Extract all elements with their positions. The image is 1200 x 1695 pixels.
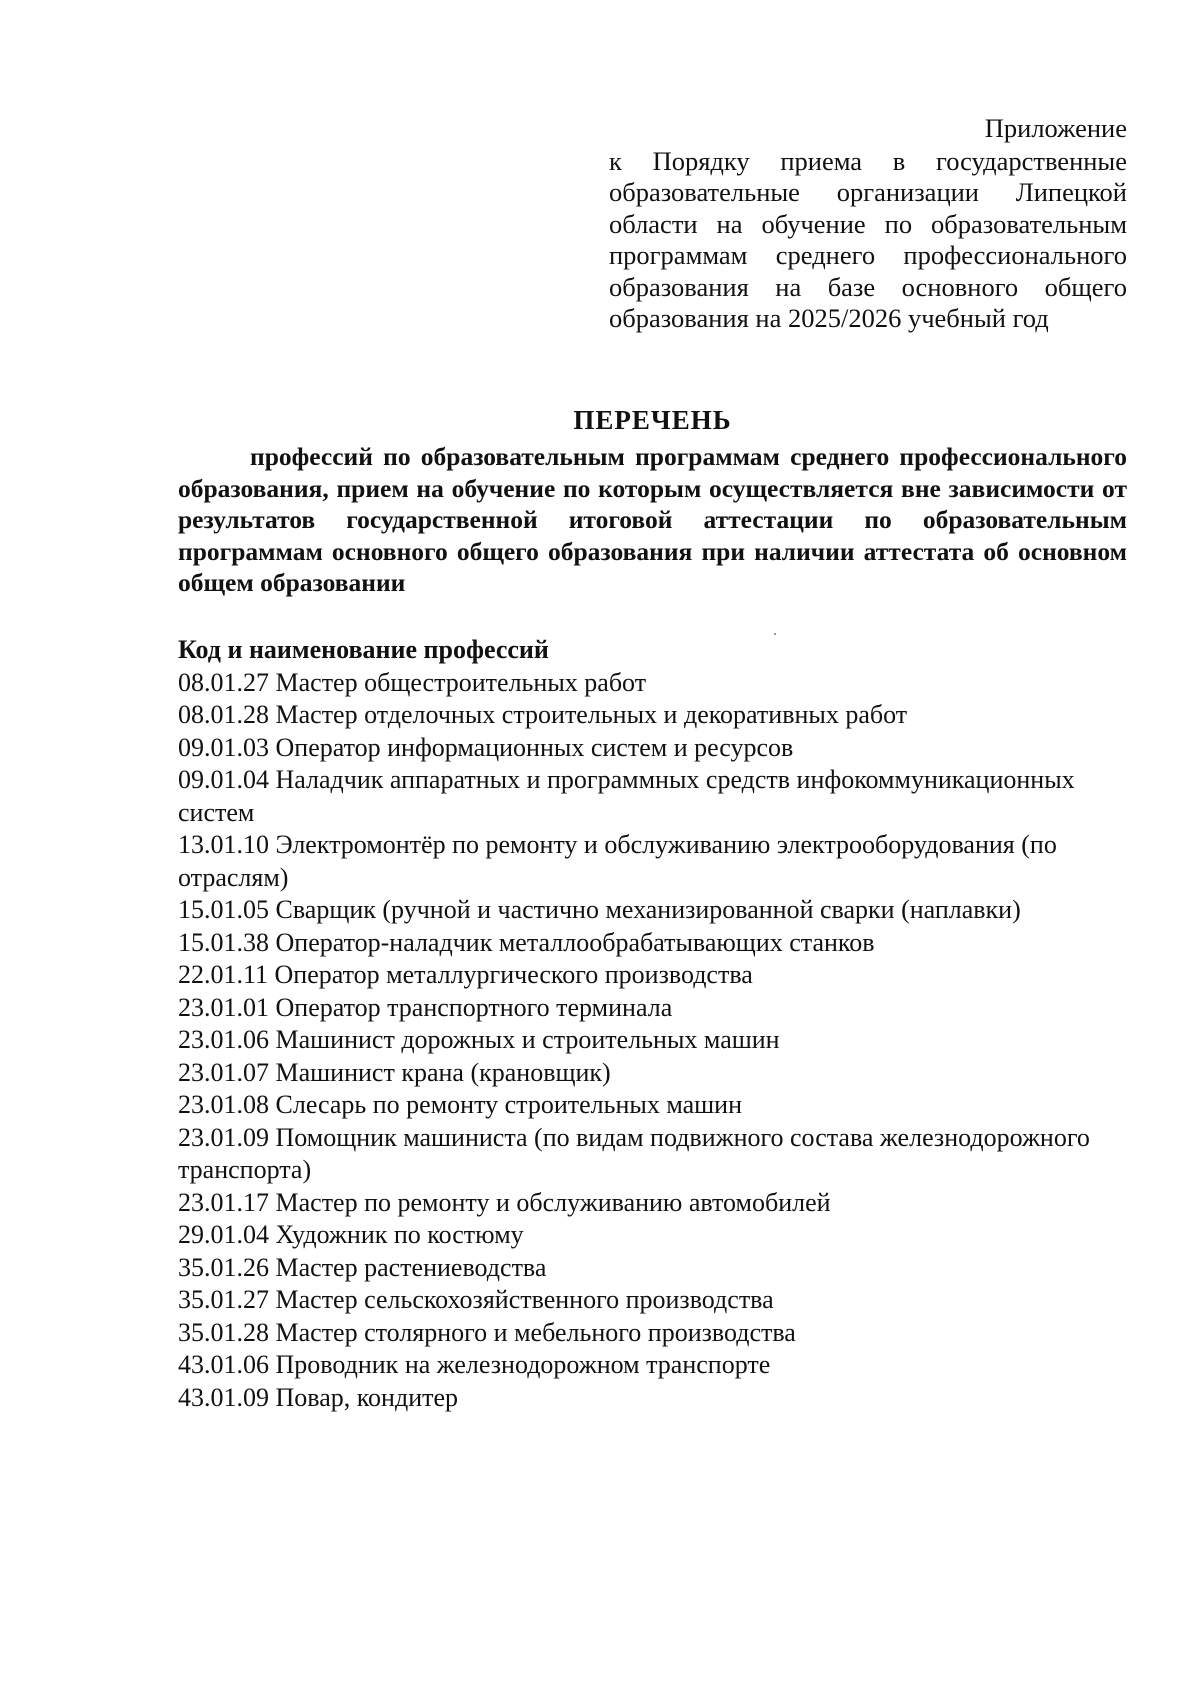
list-item: 09.01.03 Оператор информационных систем и ресурсов: [178, 732, 794, 762]
list-item: 35.01.27 Мастер сельскохозяйственного производства: [178, 1285, 774, 1314]
list-item: 08.01.28 Мастер отделочных строительных и декоративных работ: [178, 700, 908, 729]
list-item: 13.01.10 Электромонтёр по ремонту и обслуживанию электрооборудования (по отраслям): [178, 830, 1057, 892]
list-item: 43.01.09 Повар, кондитер: [178, 1382, 459, 1412]
list-item: 43.01.06 Проводник на железнодорожном транспорте: [178, 1350, 771, 1379]
list-item: 08.01.27 Мастер общестроительных работ: [178, 667, 647, 697]
list-item: 23.01.09 Помощник машиниста (по видам подвижного состава железнодорожного транспорта): [178, 1122, 1090, 1184]
document-title: ПЕРЕЧЕНЬ: [573, 405, 732, 435]
appendix-label: Приложение: [984, 113, 1127, 143]
list-item: 23.01.07 Машинист крана (крановщик): [178, 1057, 611, 1087]
list-item: 29.01.04 Художник по костюму: [178, 1220, 524, 1249]
list-item: 23.01.08 Слесарь по ремонту строительных машин: [178, 1090, 743, 1119]
professions-list: [178, 634, 1127, 1414]
document-subtitle: профессий по образовательным программам среднего профессионального образования, прием на обучение по которым осуществляется вне зависимости от результатов государственной итоговой аттестации по образовательным программам основного общего образования при наличии аттестата об основном общем образовании: [178, 442, 1127, 597]
appendix-block: [609, 113, 1127, 335]
list-item: 35.01.26 Мастер растениеводства: [178, 1252, 547, 1282]
list-item: 22.01.11 Оператор металлургического производства: [178, 960, 753, 989]
list-item: 23.01.06 Машинист дорожных и строительных машин: [178, 1025, 780, 1054]
list-item: 15.01.38 Оператор-наладчик металлообрабатывающих станков: [178, 927, 875, 957]
list-item: 23.01.17 Мастер по ремонту и обслуживанию автомобилей: [178, 1187, 831, 1217]
list-heading: Код и наименование профессий: [178, 635, 549, 664]
list-item: 15.01.05 Сварщик (ручной и частично механизированной сварки (наплавки): [178, 895, 1021, 924]
list-item: 09.01.04 Наладчик аппаратных и программных средств инфокоммуникационных систем: [178, 765, 1075, 827]
appendix-text: к Порядку приема в государственные образовательные организации Липецкой области на обучение по образовательным программам среднего профессионального образования на базе основного общего образования на 2025/2026 учебный год: [609, 145, 1127, 333]
list-item: 23.01.01 Оператор транспортного терминала: [178, 992, 673, 1022]
list-item: 35.01.28 Мастер столярного и мебельного производства: [178, 1317, 796, 1347]
